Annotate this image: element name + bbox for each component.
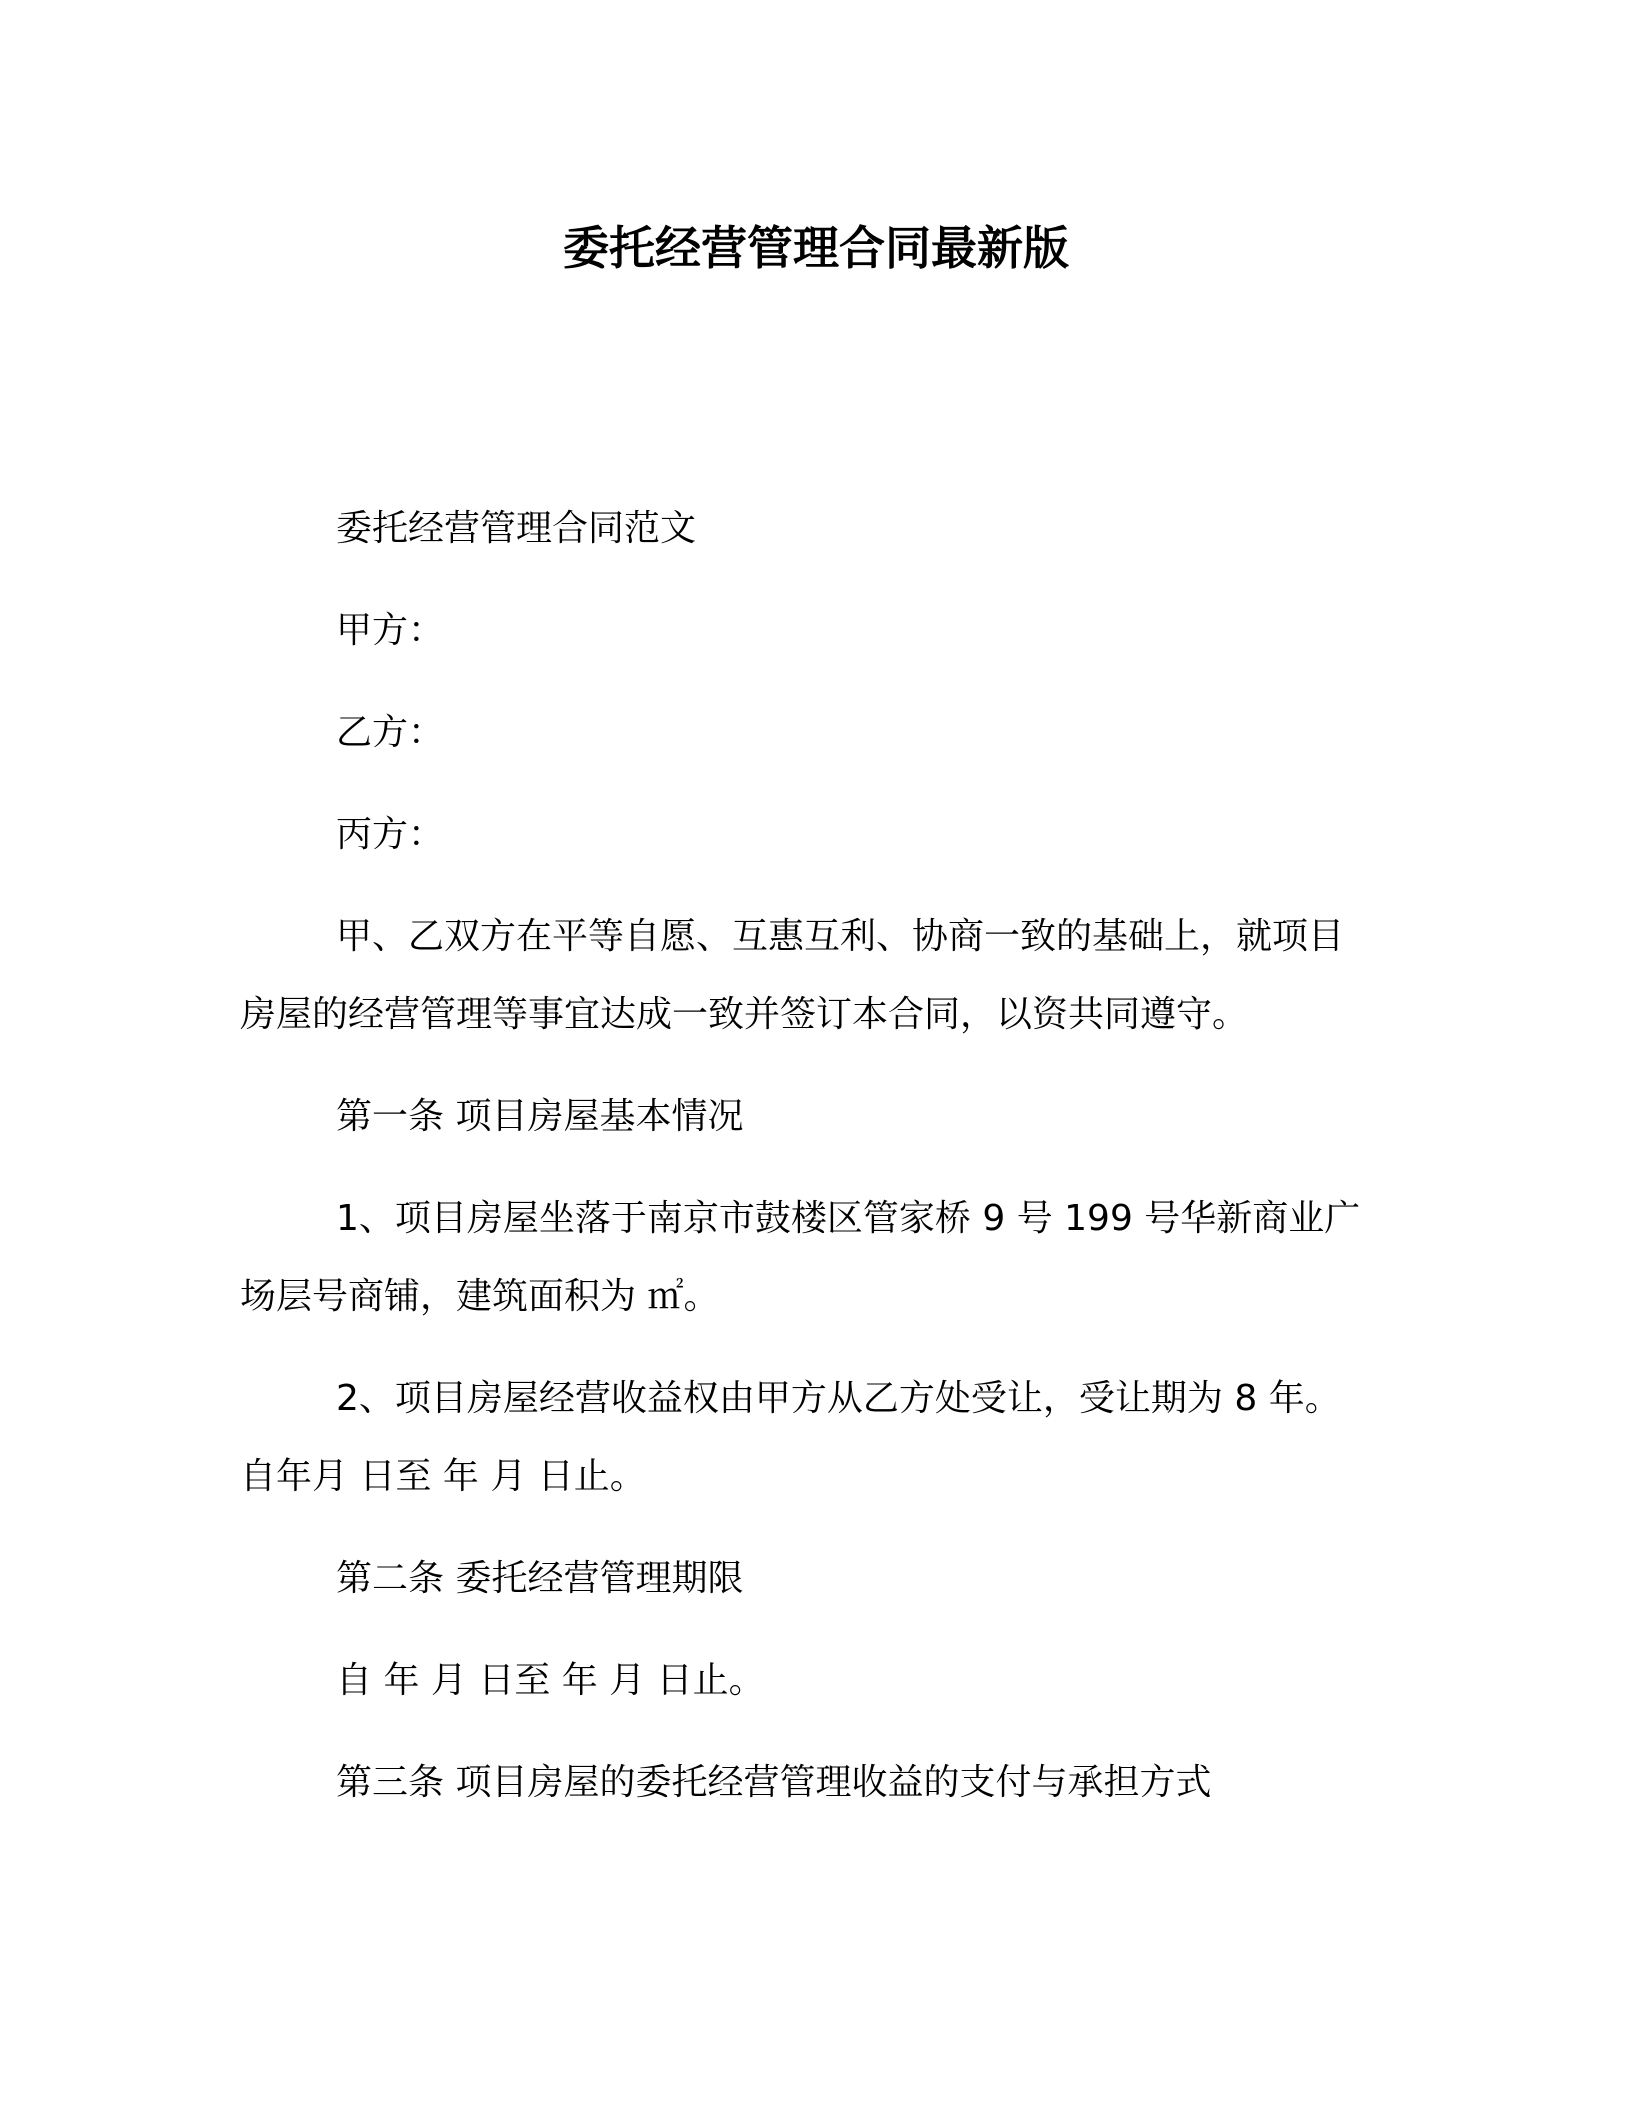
article-1-item-2-line-2: 自年月 日至 年 月 日止。 bbox=[240, 1456, 646, 1497]
paragraph-party-b: 乙方： bbox=[336, 712, 445, 753]
paragraph-intro-line-1: 甲、乙双方在平等自愿、互惠互利、协商一致的基础上，就项目 bbox=[336, 916, 1345, 957]
paragraph-subtitle: 委托经营管理合同范文 bbox=[336, 508, 697, 549]
article-1-item-1-line-2: 场层号商铺，建筑面积为 ㎡。 bbox=[240, 1276, 720, 1317]
article-2-term: 自 年 月 日至 年 月 日止。 bbox=[336, 1660, 765, 1701]
article-1-heading: 第一条 项目房屋基本情况 bbox=[336, 1096, 744, 1137]
article-3-heading: 第三条 项目房屋的委托经营管理收益的支付与承担方式 bbox=[336, 1762, 1212, 1803]
document-title: 委托经营管理合同最新版 bbox=[563, 221, 1069, 275]
paragraph-party-a: 甲方： bbox=[336, 610, 445, 651]
article-2-heading: 第二条 委托经营管理期限 bbox=[336, 1558, 744, 1599]
article-1-item-1-line-1: 1、项目房屋坐落于南京市鼓楼区管家桥 9 号 199 号华新商业广 bbox=[336, 1198, 1361, 1239]
paragraph-intro-line-2: 房屋的经营管理等事宜达成一致并签订本合同，以资共同遵守。 bbox=[240, 994, 1249, 1035]
document-body bbox=[240, 490, 1390, 1822]
paragraph-party-c: 丙方： bbox=[336, 814, 445, 855]
article-1-item-2-line-1: 2、项目房屋经营收益权由甲方从乙方处受让，受让期为 8 年。 bbox=[336, 1378, 1341, 1419]
